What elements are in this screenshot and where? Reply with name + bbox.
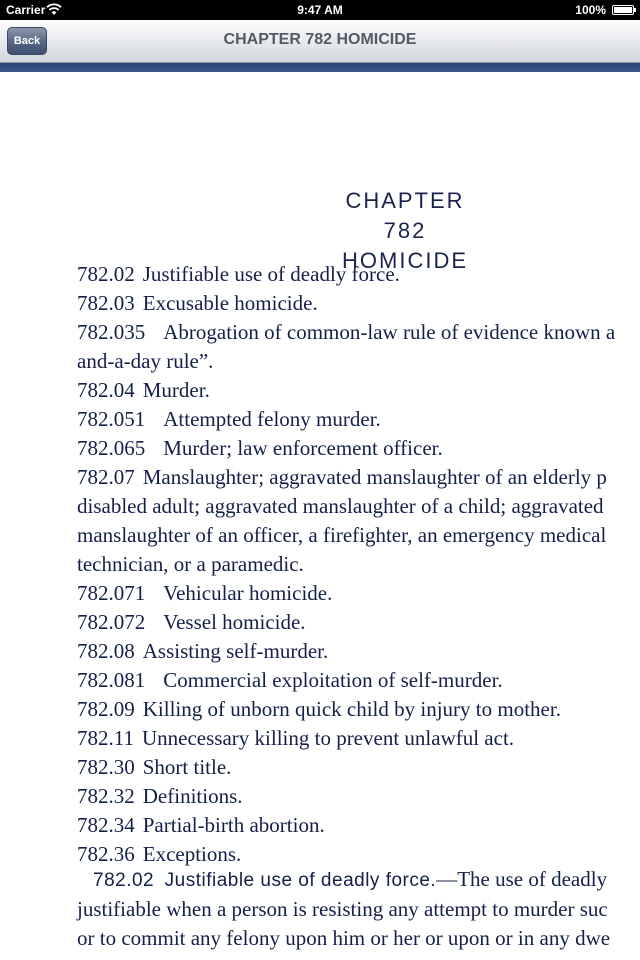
battery-icon — [612, 5, 634, 15]
carrier-label: Carrier — [6, 3, 46, 17]
section-title: Justifiable use of deadly force. — [142, 262, 400, 286]
contents-row[interactable] — [77, 289, 640, 318]
section-number: 782.32 — [77, 784, 135, 808]
nav-divider — [0, 63, 640, 72]
section-title: and-a-day rule”. — [77, 349, 214, 373]
section-title: Murder. — [142, 378, 210, 402]
contents-row[interactable] — [77, 492, 640, 521]
section-title: Attempted felony murder. — [163, 407, 381, 431]
section-title: technician, or a paramedic. — [77, 552, 304, 576]
section-title: manslaughter of an officer, a firefighter, an emergency medical — [77, 523, 607, 547]
section-number: 782.03 — [77, 291, 135, 315]
section-number: 782.02 — [77, 262, 135, 286]
contents-row[interactable] — [77, 318, 640, 347]
contents-row[interactable] — [77, 347, 640, 376]
page-title: CHAPTER 782 HOMICIDE — [223, 31, 417, 48]
section-title: Excusable homicide. — [142, 291, 318, 315]
contents-row[interactable] — [77, 405, 640, 434]
contents-row[interactable] — [77, 811, 640, 840]
section-title: Exceptions. — [142, 842, 242, 866]
status-time: 9:47 AM — [297, 3, 343, 17]
section-number: 782.081 — [77, 668, 146, 692]
contents-row[interactable] — [77, 724, 640, 753]
section-number: 782.071 — [77, 581, 146, 605]
section-782-02 — [77, 865, 640, 953]
section-number: 782.035 — [77, 320, 146, 344]
contents-row[interactable] — [77, 637, 640, 666]
contents-row[interactable] — [77, 695, 640, 724]
section-number: 782.08 — [77, 639, 135, 663]
section-title: Killing of unborn quick child by injury to mother. — [142, 697, 561, 721]
section-title: Definitions. — [142, 784, 243, 808]
section-title: Vehicular homicide. — [163, 581, 333, 605]
status-bar — [0, 0, 640, 20]
contents-row[interactable] — [77, 782, 640, 811]
section-number: 782.11 — [77, 726, 134, 750]
section-number: 782.02 — [93, 870, 155, 891]
section-title: disabled adult; aggravated manslaughter of a child; aggravated — [77, 494, 604, 518]
section-number: 782.072 — [77, 610, 146, 634]
back-button[interactable]: Back — [7, 27, 47, 55]
contents-row[interactable] — [77, 463, 640, 492]
section-number: 782.065 — [77, 436, 146, 460]
section-title: Commercial exploitation of self-murder. — [163, 668, 503, 692]
contents-row[interactable] — [77, 550, 640, 579]
section-title: Short title. — [142, 755, 232, 779]
contents-row[interactable] — [77, 376, 640, 405]
contents-row[interactable] — [77, 521, 640, 550]
contents-row[interactable] — [77, 666, 640, 695]
section-text-line: justifiable when a person is resisting any attempt to murder suc — [77, 897, 608, 921]
contents-row[interactable] — [77, 608, 640, 637]
battery-percent: 100% — [575, 3, 606, 17]
section-text: —The use of deadly — [436, 867, 608, 891]
section-title: Abrogation of common-law rule of evidence known a — [163, 320, 616, 344]
section-number: 782.04 — [77, 378, 135, 402]
section-text-line: or to commit any felony upon him or her or upon or in any dwe — [77, 926, 611, 950]
section-title: Assisting self-murder. — [142, 639, 329, 663]
table-of-contents — [77, 260, 640, 869]
chapter-title: HOMICIDE — [342, 248, 468, 273]
contents-row[interactable] — [77, 579, 640, 608]
section-title: Manslaughter; aggravated manslaughter of an elderly p — [142, 465, 607, 489]
contents-row[interactable] — [77, 434, 640, 463]
section-number: 782.30 — [77, 755, 135, 779]
section-number: 782.09 — [77, 697, 135, 721]
section-number: 782.36 — [77, 842, 135, 866]
section-title: Partial-birth abortion. — [142, 813, 325, 837]
section-number: 782.051 — [77, 407, 146, 431]
contents-row[interactable] — [77, 260, 640, 289]
contents-row[interactable] — [77, 753, 640, 782]
section-number: 782.07 — [77, 465, 135, 489]
document-view[interactable] — [0, 72, 640, 960]
section-heading: Justifiable use of deadly force. — [164, 870, 437, 891]
chapter-number: CHAPTER 782 — [345, 188, 465, 243]
section-title: Murder; law enforcement officer. — [163, 436, 443, 460]
section-title: Unnecessary killing to prevent unlawful act. — [141, 726, 515, 750]
section-first-line — [77, 865, 640, 895]
section-number: 782.34 — [77, 813, 135, 837]
section-title: Vessel homicide. — [163, 610, 306, 634]
navigation-bar — [0, 20, 640, 63]
